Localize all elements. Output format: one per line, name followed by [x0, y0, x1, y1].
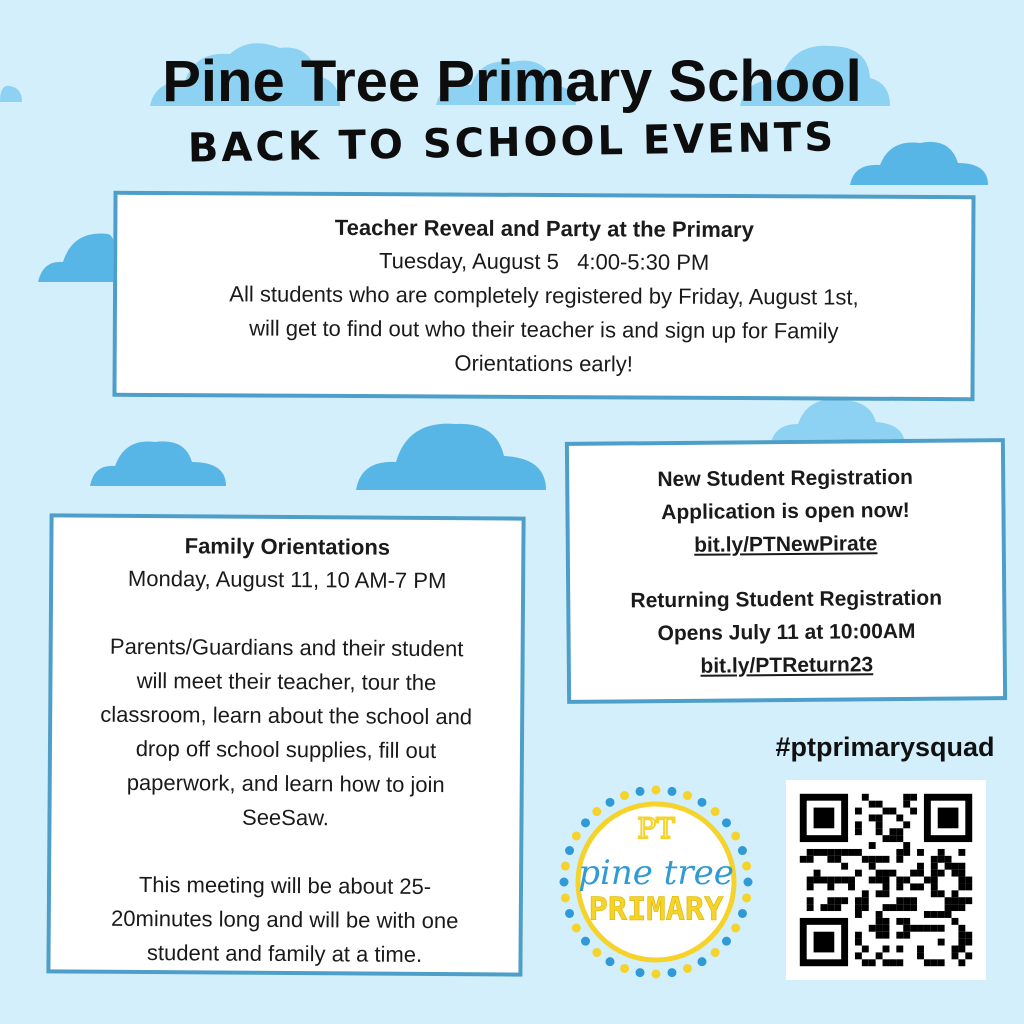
family-orientations-date: Monday, August 11, 10 AM-7 PM [127, 565, 447, 594]
page-subtitle: BACK TO SCHOOL EVENTS [187, 114, 837, 172]
teacher-reveal-text: All students who are completely registered by Friday, August 1st, [229, 281, 859, 310]
returning-registration-link[interactable]: bit.ly/PTReturn23 [700, 653, 874, 678]
teacher-reveal-heading: Teacher Reveal and Party at the Primary [334, 214, 754, 243]
logo-dot [606, 957, 615, 966]
family-orientations-text: classroom, learn about the school and [100, 701, 473, 730]
new-registration-link[interactable]: bit.ly/PTNewPirate [694, 532, 878, 557]
cloud-icon [38, 230, 118, 282]
logo-line1: pine tree [578, 853, 734, 893]
logo-dot [636, 968, 645, 977]
logo-dot [561, 862, 570, 871]
logo-dot [698, 957, 707, 966]
cloud-icon [90, 436, 226, 486]
logo-dot [742, 893, 751, 902]
logo-dot [606, 798, 615, 807]
logo-dot [667, 787, 676, 796]
cloud-icon [356, 420, 546, 490]
logo-dot [652, 786, 661, 795]
logo-dot [561, 893, 570, 902]
family-orientations-text: SeeSaw. [241, 804, 330, 831]
family-orientations-text: drop off school supplies, fill out [135, 735, 437, 764]
family-orientations-text: paperwork, and learn how to join [126, 769, 445, 798]
logo-dot [565, 846, 574, 855]
teacher-reveal-card [112, 191, 975, 402]
logo-dot [722, 818, 731, 827]
logo-dot [738, 846, 747, 855]
logo-dot [652, 970, 661, 979]
logo-dot [572, 832, 581, 841]
logo-dot [636, 787, 645, 796]
logo-dot [581, 818, 590, 827]
logo-dot [592, 807, 601, 816]
logo-monogram: PT [637, 812, 675, 845]
new-registration-status: Application is open now! [661, 498, 910, 525]
teacher-reveal-text: will get to find out who their teacher is and sign up for Family [249, 315, 839, 344]
family-orientations-text: This meeting will be about 25- [138, 871, 432, 900]
returning-registration-title: Returning Student Registration [630, 586, 943, 613]
logo-dot [742, 862, 751, 871]
logo-dot [560, 878, 569, 887]
logo-dot [683, 964, 692, 973]
family-orientations-card [46, 513, 525, 976]
returning-registration-status: Opens July 11 at 10:00AM [657, 619, 916, 646]
logo-dot [565, 909, 574, 918]
logo-dot [722, 937, 731, 946]
teacher-reveal-date: Tuesday, August 5 4:00-5:30 PM [379, 248, 710, 275]
family-orientations-text: Parents/Guardians and their student [109, 633, 464, 662]
teacher-reveal-text: Orientations early! [454, 350, 633, 377]
family-orientations-text: 20minutes long and will be with one [111, 905, 459, 934]
logo-dot [592, 948, 601, 957]
logo-dot [711, 948, 720, 957]
page-title: Pine Tree Primary School [162, 49, 862, 114]
logo-dot [744, 878, 753, 887]
logo-dot [572, 924, 581, 933]
logo-dot [711, 807, 720, 816]
logo-dot [581, 937, 590, 946]
logo-dot [620, 964, 629, 973]
logo-dot [731, 832, 740, 841]
logo-dot [667, 968, 676, 977]
logo-line2: PRIMARY [588, 890, 724, 928]
logo-dot [738, 909, 747, 918]
family-orientations-text: will meet their teacher, tour the [136, 667, 437, 696]
logo-dot [698, 798, 707, 807]
hashtag: #ptprimarysquad [775, 732, 995, 762]
family-orientations-heading: Family Orientations [184, 533, 391, 560]
qr-code-icon [786, 780, 986, 980]
logo-dot [731, 924, 740, 933]
logo-dot [620, 791, 629, 800]
family-orientations-text: student and family at a time. [146, 940, 423, 967]
new-registration-title: New Student Registration [657, 465, 914, 492]
school-logo [556, 782, 756, 982]
qr-code-icon[interactable] [786, 780, 986, 980]
logo-dot [683, 791, 692, 800]
registration-card [565, 438, 1007, 704]
